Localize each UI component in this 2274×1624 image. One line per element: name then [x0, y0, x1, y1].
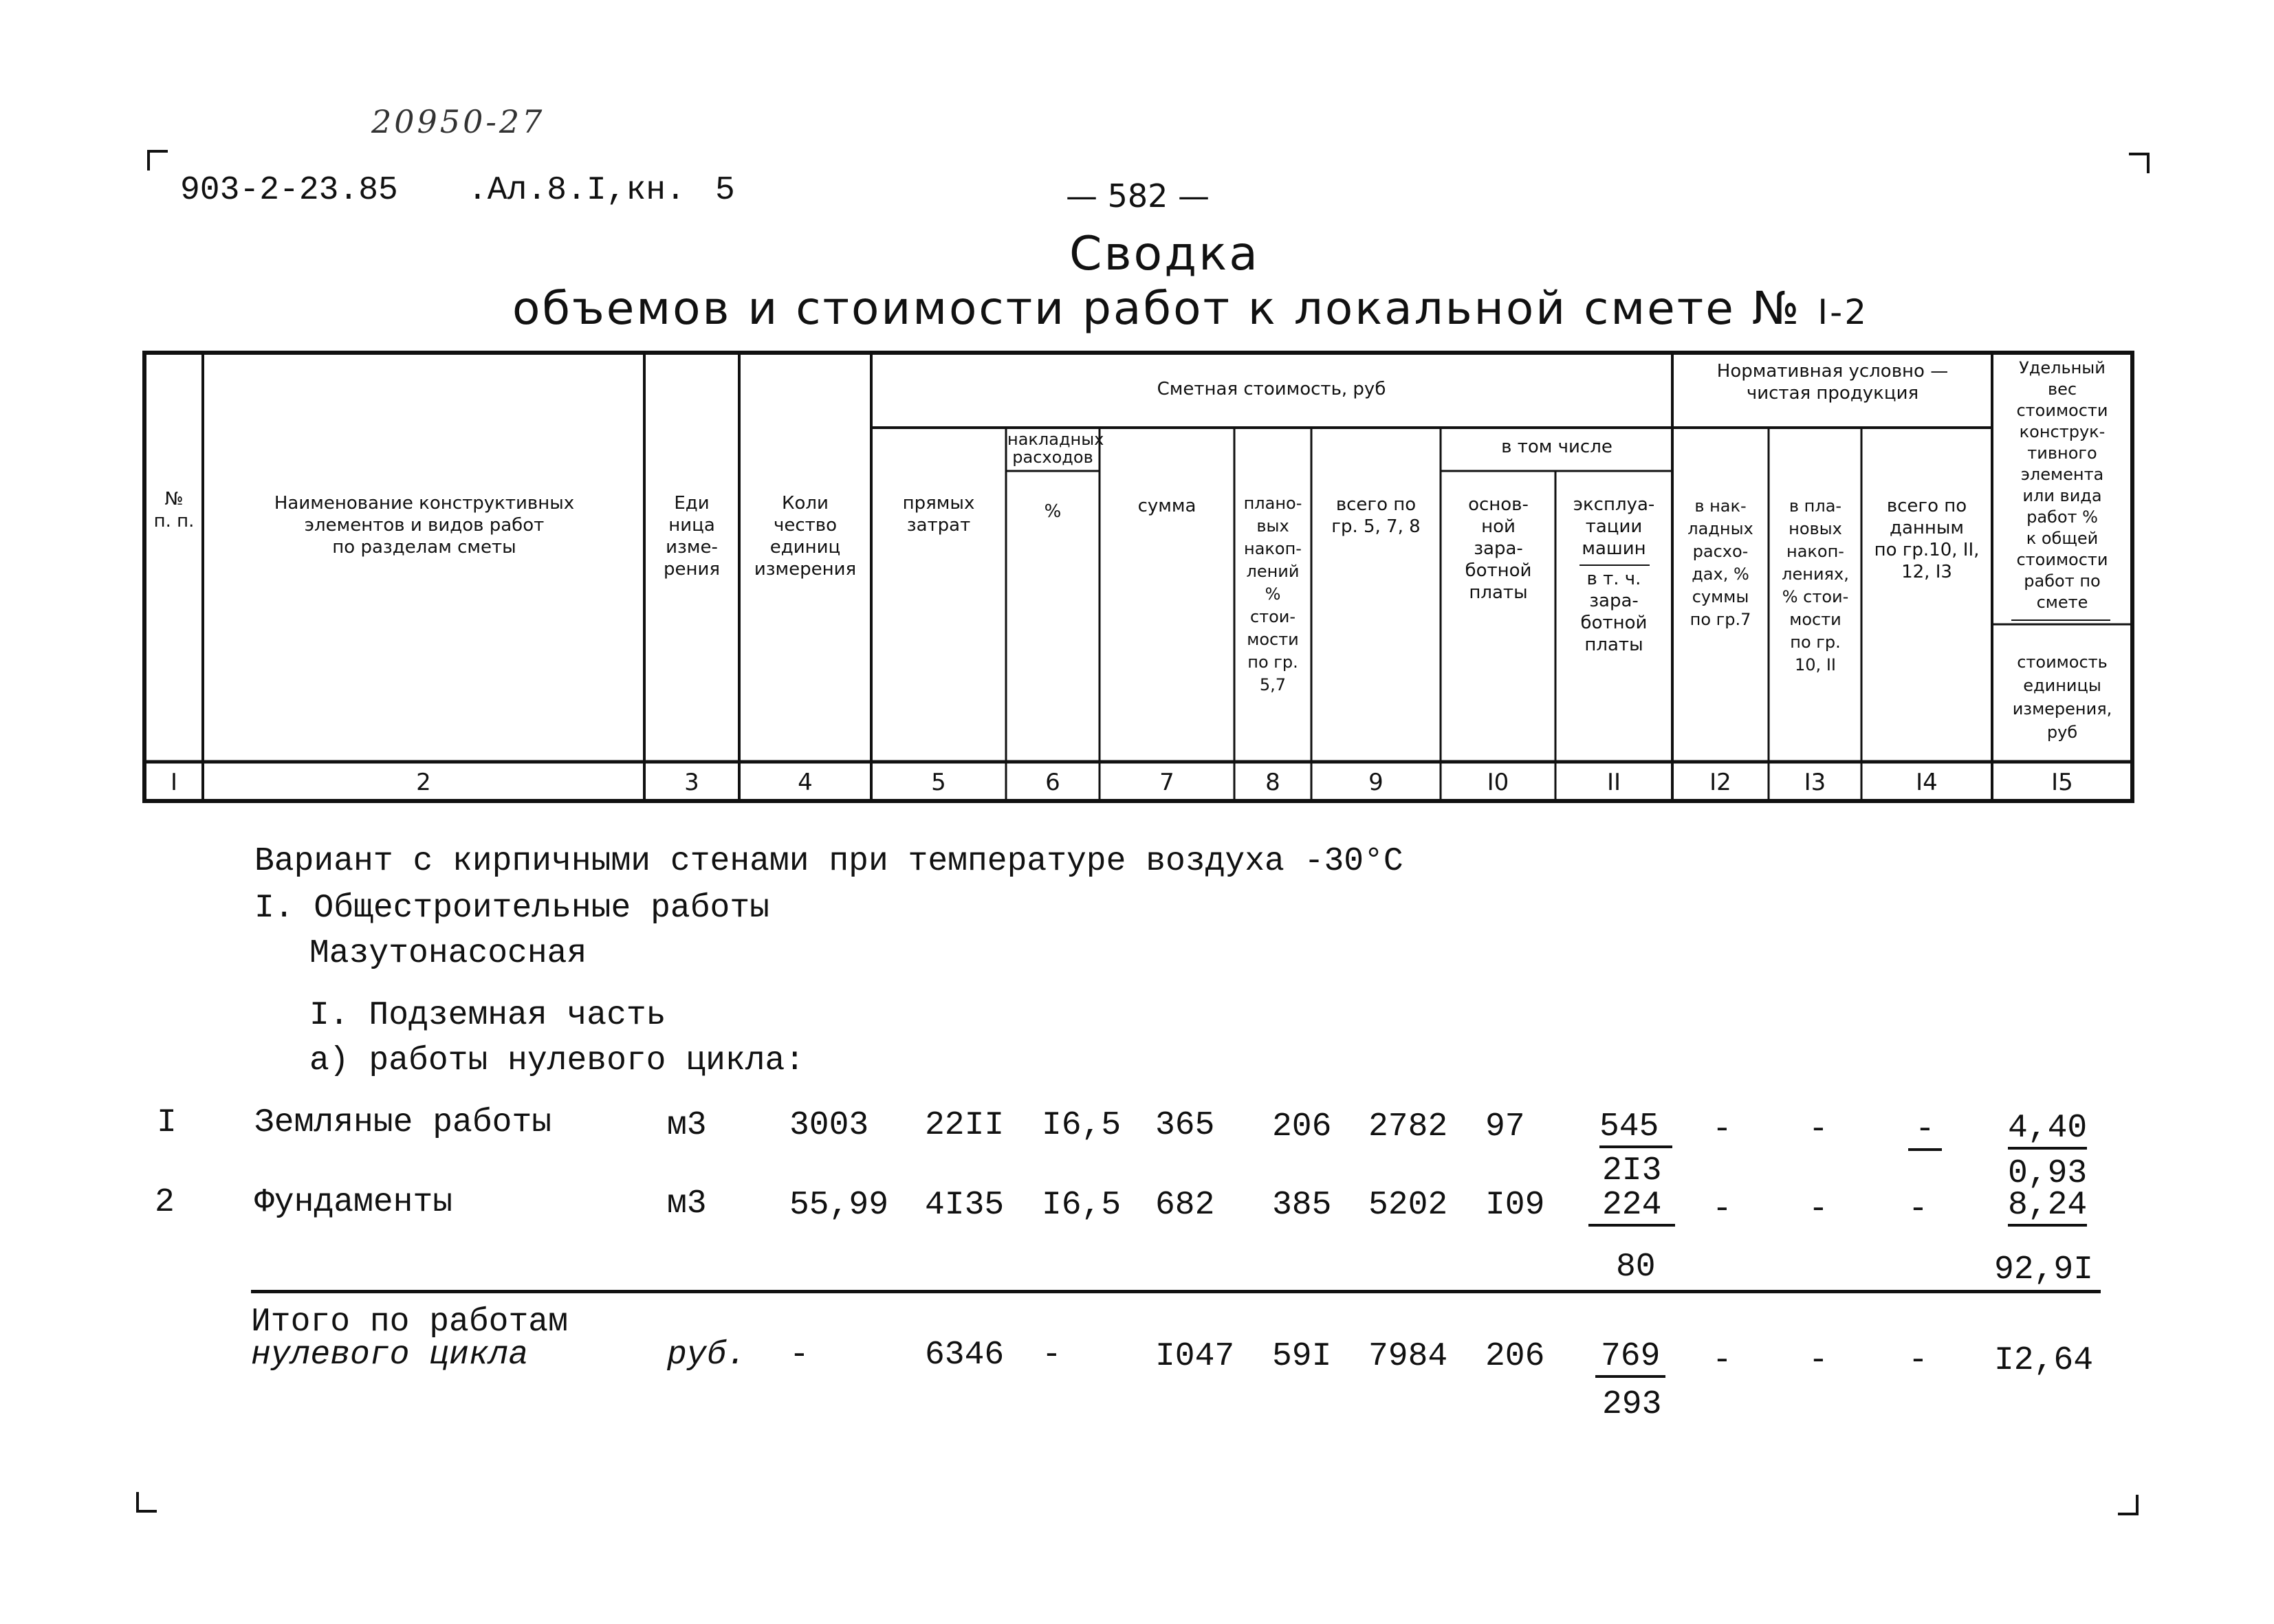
total-total: 7984: [1368, 1338, 1448, 1375]
row-2-overhead-percent: I6,5: [1042, 1187, 1122, 1224]
col-header-direct-costs: прямых затрат: [902, 493, 975, 536]
corner-mark-top-right: [2129, 153, 2150, 173]
col-header-estimated-cost: Сметная стоимость, руб: [1157, 379, 1386, 399]
row-1-machine-wage: 2I3: [1602, 1152, 1662, 1189]
row-2-direct: 4I35: [925, 1187, 1005, 1224]
title-line-2: [512, 282, 1868, 335]
col-number: I5: [2051, 769, 2073, 796]
row-1-overhead-sum: 365: [1155, 1107, 1215, 1144]
col-number: I3: [1804, 769, 1826, 796]
total-name-line-2: нулевого цикла: [251, 1337, 529, 1374]
col-number: 5: [931, 769, 946, 796]
row-2-norm-planned: -: [1808, 1191, 1828, 1228]
total-planned: 59I: [1272, 1338, 1332, 1375]
row-2-no: 2: [155, 1184, 175, 1221]
total-norm-total: -: [1908, 1342, 1928, 1379]
row-2-wage: I09: [1485, 1187, 1545, 1224]
row-1-unit: м3: [667, 1107, 707, 1144]
page-number: — 582 —: [1066, 177, 1210, 215]
total-unit: руб.: [667, 1337, 747, 1374]
col-number: 9: [1368, 769, 1384, 796]
row-2-unit-cost: 92,9I: [1994, 1251, 2094, 1288]
row-1-norm-planned: -: [1808, 1111, 1828, 1148]
col-header-machine-operation: эксплуа- тации машин: [1573, 494, 1655, 559]
row-2-share: 8,24: [2008, 1187, 2087, 1227]
total-quantity: -: [789, 1337, 809, 1374]
row-1-norm-overhead: -: [1712, 1111, 1732, 1148]
row-2-machine: 224: [1588, 1187, 1675, 1227]
building-heading: Мазутонасосная: [309, 935, 587, 972]
row-2-quantity: 55,99: [789, 1187, 889, 1224]
variant-heading: Вариант с кирпичными стенами при температуре воздуха -30°С: [254, 843, 1403, 880]
row-1-total: 2782: [1368, 1108, 1448, 1145]
row-1-name: Земляные работы: [254, 1104, 552, 1141]
subsection-heading: I. Подземная часть: [309, 997, 666, 1034]
document-code: 903-2-23.85: [180, 172, 398, 209]
total-overhead-percent: -: [1042, 1337, 1062, 1374]
summary-table-header: [142, 351, 2134, 803]
title-text: объемов и стоимости работ к локальной смете №: [512, 282, 1802, 335]
col-number: 7: [1159, 769, 1174, 796]
title-number: I-2: [1817, 292, 1869, 332]
corner-mark-bottom-left: [136, 1492, 157, 1513]
corner-mark-top-left: [147, 150, 168, 171]
total-separator-line: [251, 1290, 2101, 1293]
col-header-normative-product: Нормативная условно — чистая продукция: [1716, 361, 1949, 404]
col-header-share: Удельный вес стоимости конструк- тивного элемента или вида работ % к общей стоимости работ по смете: [2016, 358, 2108, 612]
col-header-including: в том числе: [1501, 437, 1612, 457]
col-number: II: [1606, 769, 1621, 796]
total-machine: 769: [1595, 1338, 1665, 1378]
total-share: I2,64: [1994, 1342, 2094, 1379]
col-number: 2: [416, 769, 431, 796]
subgroup-heading: а) работы нулевого цикла:: [309, 1042, 805, 1079]
col-number: 3: [684, 769, 699, 796]
row-1-direct: 22II: [925, 1107, 1005, 1144]
col-header-base-wage: основ- ной зара- ботной платы: [1465, 494, 1532, 603]
col-number: I4: [1916, 769, 1938, 796]
total-norm-overhead: -: [1712, 1342, 1732, 1379]
row-2-norm-total: -: [1908, 1191, 1928, 1228]
row-2-unit: м3: [667, 1185, 707, 1222]
row-1-unit-cost: 0,93: [2008, 1155, 2088, 1192]
col-header-norm-planned: в пла- новых накоп- лениях, % стои- мости по гр. 10, II: [1782, 496, 1849, 674]
corner-mark-bottom-right: [2118, 1495, 2139, 1515]
col-header-norm-total: всего по данным по гр.10, II, 12, I3: [1874, 496, 1980, 582]
col-number: 8: [1265, 769, 1280, 796]
section-heading: I. Общестроительные работы: [254, 890, 769, 927]
col-number: 6: [1045, 769, 1060, 796]
col-header-total: всего по гр. 5, 7, 8: [1331, 494, 1421, 537]
col-header-name: Наименование конструктивных элементов и видов работ по разделам сметы: [274, 493, 575, 558]
row-1-machine: 545: [1599, 1108, 1672, 1148]
row-1-quantity: 3003: [789, 1107, 869, 1144]
document-book: 5: [715, 172, 735, 209]
col-number: I0: [1487, 769, 1509, 796]
row-1-planned: 206: [1272, 1108, 1332, 1145]
total-overhead-sum: I047: [1155, 1338, 1235, 1375]
col-number: 4: [798, 769, 813, 796]
col-number: I: [170, 769, 178, 796]
total-machine-wage: 293: [1602, 1386, 1662, 1423]
handwritten-reference: 20950-27: [371, 103, 545, 140]
col-header-overhead-sum: сумма: [1137, 496, 1196, 516]
row-2-name: Фундаменты: [254, 1184, 453, 1221]
col-header-planned-savings: плано- вых накоп- лений % стои- мости по гр. 5,7: [1243, 494, 1302, 694]
total-name-line-1: Итого по работам: [251, 1304, 568, 1341]
col-header-norm-overhead: в нак- ладных расхо- дах, % суммы по гр.7: [1687, 496, 1753, 629]
row-2-planned: 385: [1272, 1187, 1332, 1224]
row-1-wage: 97: [1485, 1108, 1525, 1145]
title-line-1: Сводка: [1069, 227, 1260, 281]
row-2-overhead-sum: 682: [1155, 1187, 1215, 1224]
col-header-overhead-percent: %: [1044, 501, 1062, 522]
document-album: .Ал.8.I,кн.: [468, 172, 686, 209]
row-1-norm-total: -: [1908, 1111, 1942, 1151]
col-header-overhead: накладных расходов: [1007, 430, 1104, 467]
row-1-share: 4,40: [2008, 1110, 2087, 1150]
col-header-unit: Еди ница изме- рения: [663, 493, 721, 580]
total-norm-planned: -: [1808, 1342, 1828, 1379]
total-direct: 6346: [925, 1337, 1005, 1374]
col-number: I2: [1709, 769, 1731, 796]
col-header-machine-wage: в т. ч. зара- ботной платы: [1580, 569, 1648, 655]
col-header-quantity: Коли чество единиц измерения: [754, 493, 857, 580]
row-2-norm-overhead: -: [1712, 1191, 1732, 1228]
row-2-machine-wage: 80: [1616, 1249, 1656, 1286]
row-2-total: 5202: [1368, 1187, 1448, 1224]
total-wage: 206: [1485, 1338, 1545, 1375]
col-header-unit-cost: стоимость единицы измерения, руб: [2012, 652, 2112, 742]
row-1-overhead-percent: I6,5: [1042, 1107, 1122, 1144]
col-header-no: № п. п.: [153, 489, 195, 531]
row-1-no: I: [157, 1104, 177, 1141]
